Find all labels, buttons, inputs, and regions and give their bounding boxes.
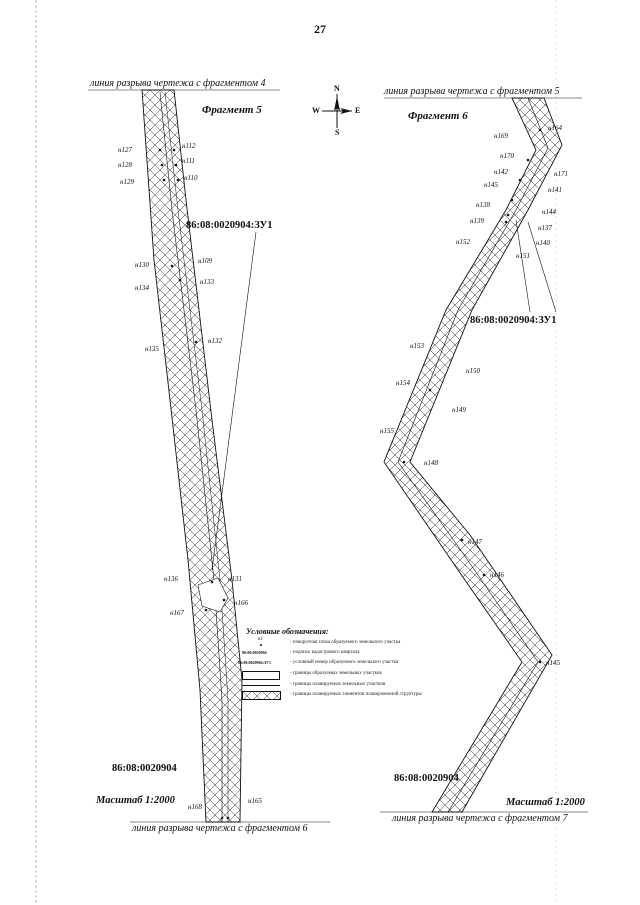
legend-text: - границы планируемых элементов планировочной структуры: [290, 692, 422, 697]
point-label: н151: [516, 252, 530, 260]
fragment-title-right: Фрагмент 6: [408, 110, 468, 122]
point-label: н145: [546, 659, 560, 667]
point-label: н153: [410, 342, 424, 350]
point-label: н141: [548, 186, 562, 194]
scale-left: Масштаб 1:2000: [96, 795, 175, 806]
break-line-label-fragment4: линия разрыва чертежа с фрагментом 4: [90, 78, 266, 89]
point-label: н132: [208, 337, 222, 345]
legend-text: - условный номер образуемого земельного участка: [290, 660, 399, 665]
cadastral-quarter-left: 86:08:0020904: [112, 763, 177, 774]
legend-row: [238, 681, 498, 691]
planned-boundary-symbol: [238, 681, 286, 691]
plot-number-symbol: 86:08:0020904:ЗУ1: [238, 660, 271, 665]
legend-text: - поворотная точка образуемого земельного участка: [290, 640, 401, 645]
point-label: н150: [466, 367, 480, 375]
page-number: 27: [314, 22, 326, 36]
legend-text: - подпись кадастрового квартала: [290, 650, 360, 655]
point-label: н167: [170, 609, 184, 617]
break-line-label-fragment6: линия разрыва чертежа с фрагментом 6: [132, 823, 308, 834]
legend-row: [238, 691, 498, 701]
compass-rose-icon: [312, 86, 362, 136]
formed-boundary-symbol: [238, 670, 286, 680]
point-label: н133: [200, 278, 214, 286]
compass-s-label: S: [335, 128, 340, 137]
point-label: н166: [234, 599, 248, 607]
point-label: н154: [396, 379, 410, 387]
legend: [238, 627, 498, 707]
cadastral-quarter-right: 86:08:0020904: [394, 773, 459, 784]
point-label: н145: [484, 181, 498, 189]
point-label: н129: [120, 178, 134, 186]
point-label: н149: [452, 406, 466, 414]
leader-right-plot-1: [516, 220, 530, 312]
point-label: н165: [248, 797, 262, 805]
point-label: н164: [548, 124, 562, 132]
point-label: н137: [538, 224, 552, 232]
point-label: н109: [198, 257, 212, 265]
point-label: н155: [380, 427, 394, 435]
point-label: н148: [424, 459, 438, 467]
point-label: н127: [118, 146, 132, 154]
point-label: н170: [500, 152, 514, 160]
point-label: н130: [135, 261, 149, 269]
point-label: н146: [490, 571, 504, 579]
plot-label-left: 86:08:0020904:ЗУ1: [186, 220, 273, 231]
turning-point-symbol: н1: [238, 639, 286, 649]
point-label: н110: [184, 174, 198, 182]
point-label: н152: [456, 238, 470, 246]
point-label: н135: [145, 345, 159, 353]
point-label: н111: [182, 157, 195, 165]
legend-text: - границы образуемых земельных участков: [290, 671, 382, 676]
point-label: н142: [494, 168, 508, 176]
point-label: н171: [554, 170, 568, 178]
fragment-title-left: Фрагмент 5: [202, 104, 262, 116]
point-label: н144: [542, 208, 556, 216]
legend-text: - границы планируемых земельных участков: [290, 682, 386, 687]
structure-boundary-symbol: [238, 691, 286, 701]
plot-label-right: 86:08:0020904:ЗУ1: [470, 315, 557, 326]
break-line-label-fragment7: линия разрыва чертежа с фрагментом 7: [392, 813, 568, 824]
compass-w-label: W: [312, 106, 320, 115]
legend-row: [238, 639, 498, 649]
legend-row: [238, 670, 498, 680]
point-label: н128: [118, 161, 132, 169]
point-label: н147: [468, 538, 482, 546]
point-label: н134: [135, 284, 149, 292]
point-label: н139: [470, 217, 484, 225]
point-label: н168: [188, 803, 202, 811]
compass-e-label: E: [355, 106, 361, 115]
point-label: н131: [228, 575, 242, 583]
legend-row: [238, 649, 498, 659]
point-label: н140: [536, 239, 550, 247]
legend-row: [238, 659, 498, 669]
leader-left-plot: [212, 232, 256, 570]
point-label: н136: [164, 575, 178, 583]
legend-title: Условные обозначения:: [246, 627, 329, 636]
point-label: н138: [476, 201, 490, 209]
leader-right-plot-2: [528, 222, 556, 312]
quarter-label-symbol: 86:08:0020904: [242, 650, 267, 655]
compass-n-label: N: [334, 84, 340, 93]
point-label: н112: [182, 142, 196, 150]
break-line-label-fragment5: линия разрыва чертежа с фрагментом 5: [384, 86, 560, 97]
point-label: н169: [494, 132, 508, 140]
scale-right: Масштаб 1:2000: [506, 797, 585, 808]
